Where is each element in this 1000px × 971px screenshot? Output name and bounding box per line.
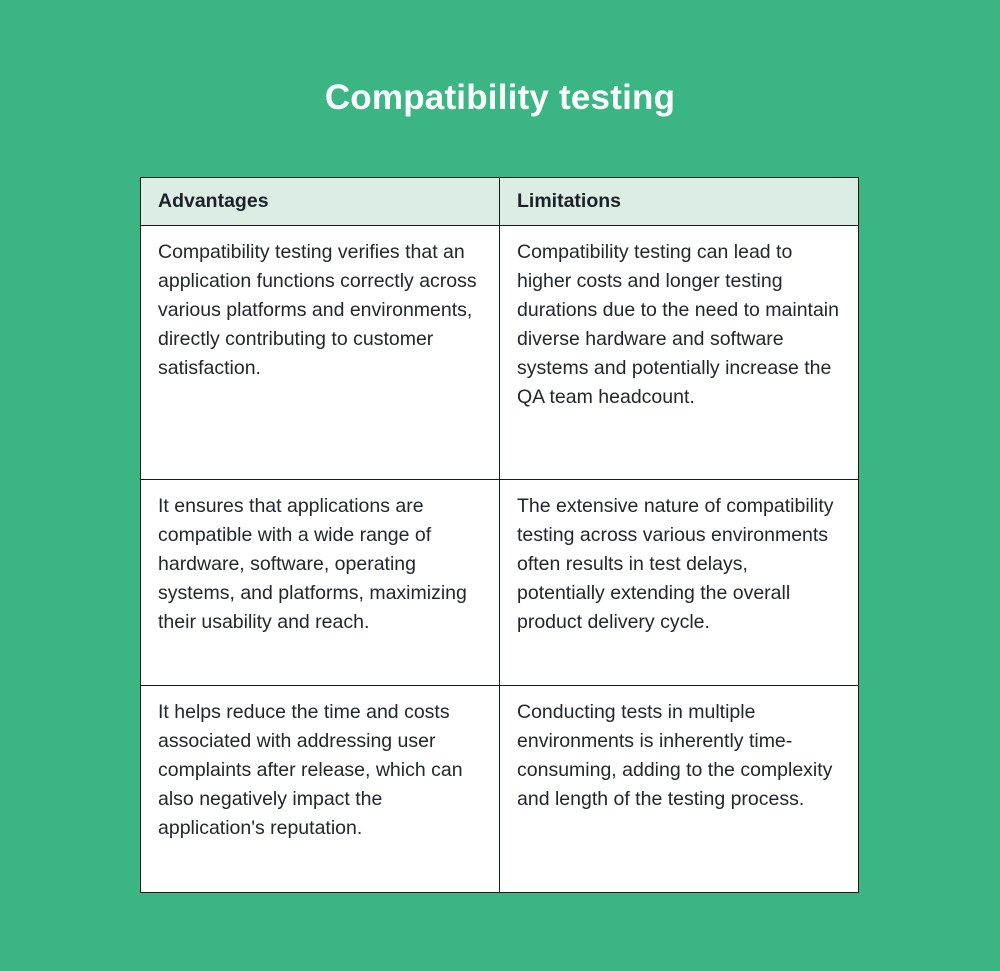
header-row — [141, 178, 859, 226]
table-row — [141, 686, 859, 893]
comparison-table — [140, 177, 859, 893]
table-row — [141, 480, 859, 686]
comparison-table-header — [141, 178, 859, 226]
limitations-cell-2: The extensive nature of compatibility testing across various environments often results in test delays, potentially extending the overall product delivery cycle. — [500, 480, 859, 686]
table-row — [141, 226, 859, 480]
advantages-cell-2: It ensures that applications are compatible with a wide range of hardware, software, operating systems, and platforms, maximizing their usability and reach. — [141, 480, 500, 686]
limitations-cell-1: Compatibility testing can lead to higher costs and longer testing durations due to the need to maintain diverse hardware and software systems and potentially increase the QA team headcount. — [500, 226, 859, 480]
column-header-limitations: Limitations — [500, 178, 859, 226]
comparison-table-body — [141, 226, 859, 893]
page-title: Compatibility testing — [324, 78, 676, 117]
advantages-cell-3: It helps reduce the time and costs associated with addressing user complaints after release, which can also negatively impact the application's reputation. — [141, 686, 500, 893]
limitations-cell-3: Conducting tests in multiple environments is inherently time-consuming, adding to the complexity and length of the testing process. — [500, 686, 859, 893]
advantages-cell-1: Compatibility testing verifies that an application functions correctly across various platforms and environments, directly contributing to customer satisfaction. — [141, 226, 500, 480]
column-header-advantages: Advantages — [141, 178, 500, 226]
